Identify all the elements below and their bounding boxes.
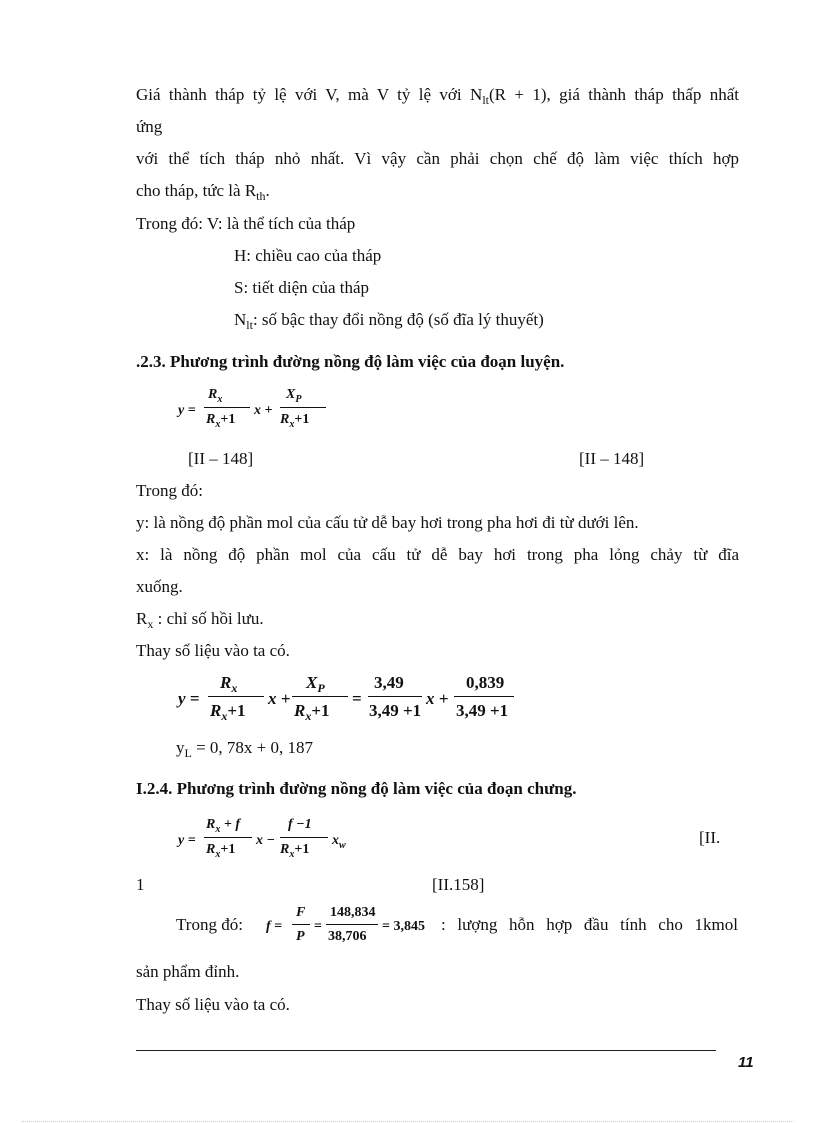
paragraph-line: cho tháp, tức là $R_{th}$. — [136, 181, 270, 203]
page-bottom-border — [22, 1121, 794, 1122]
definition-h: H: chiều cao của tháp — [234, 246, 382, 265]
feed-ratio-description-cont: sản phẩm đỉnh. — [136, 962, 240, 981]
reference-left: [II – 148] — [188, 449, 254, 468]
definition-s: S: tiết diện của tháp — [234, 278, 370, 297]
definition-x-cont: xuống. — [136, 577, 183, 596]
section-heading-stripping: I.2.4. Phương trình đường nồng độ làm việc của đoạn chưng. — [136, 779, 577, 798]
page-number: 11 — [738, 1054, 754, 1071]
reference-158: [II.158] — [432, 875, 485, 894]
equation-substituted-rectifying: y = $R_x$ $R_x+1$ x + $X_P$ $R_x+1$ = 3,49 3,49 +1 x + 0,839 3,49 +1 — [176, 674, 521, 724]
paragraph-line: với thể tích tháp nhỏ nhất. Vì vậy cần phải chọn chế độ làm việc thích hợp — [136, 149, 739, 168]
result-yl: $y_L = 0$, 78x + 0, 187 — [176, 738, 314, 760]
definition-rx: $R_x$ : chỉ số hồi lưu. — [136, 609, 264, 631]
paragraph-line: Giá thành tháp tỷ lệ với V, mà V tỷ lệ với $N_{lt}(R + 1)$, giá thành tháp thấp nhất — [136, 85, 739, 107]
label-trong-do: Trong đó: — [136, 481, 203, 500]
section-heading-rectifying: .2.3. Phương trình đường nồng độ làm việc của đoạn luyện. — [136, 352, 565, 371]
paragraph-line: ứng — [136, 117, 163, 136]
label-trong-do-f: Trong đó: — [176, 915, 243, 934]
equation-feed-ratio: f = F P = 148,834 38,706 = 3,845 — [266, 905, 425, 944]
definition-y: y: là nồng độ phần mol của cấu tử dễ bay hơi trong pha hơi đi từ dưới lên. — [136, 513, 639, 532]
reference-one: 1 — [136, 875, 145, 894]
substitute-line: Thay số liệu vào ta có. — [136, 641, 290, 660]
definition-n: $N_{lt}$: số bậc thay đổi nồng độ (số đĩa lý thuyết) — [234, 310, 544, 332]
reference-right: [II – 148] — [579, 449, 645, 468]
definition-x: x: là nồng độ phần mol của cấu tử dễ bay hơi trong pha lỏng chảy từ đĩa — [136, 545, 739, 564]
equation-operating-line-rectifying: y = $R_x$ $R_x+1$ x + $X_P$ $R_x+1$ — [176, 386, 336, 436]
substitute-line-2: Thay số liệu vào ta có. — [136, 995, 290, 1014]
reference-cont: [II. — [699, 828, 721, 847]
definition-v: Trong đó: V: là thể tích của tháp — [136, 214, 356, 233]
feed-ratio-description: : lượng hỗn hợp đầu tính cho 1kmol — [441, 915, 738, 934]
footer-rule — [136, 1050, 716, 1051]
equation-operating-line-stripping: y = $R_x + f$ $R_x+1$ x − f −1 $R_x+1$ $x_w$ — [178, 817, 346, 860]
